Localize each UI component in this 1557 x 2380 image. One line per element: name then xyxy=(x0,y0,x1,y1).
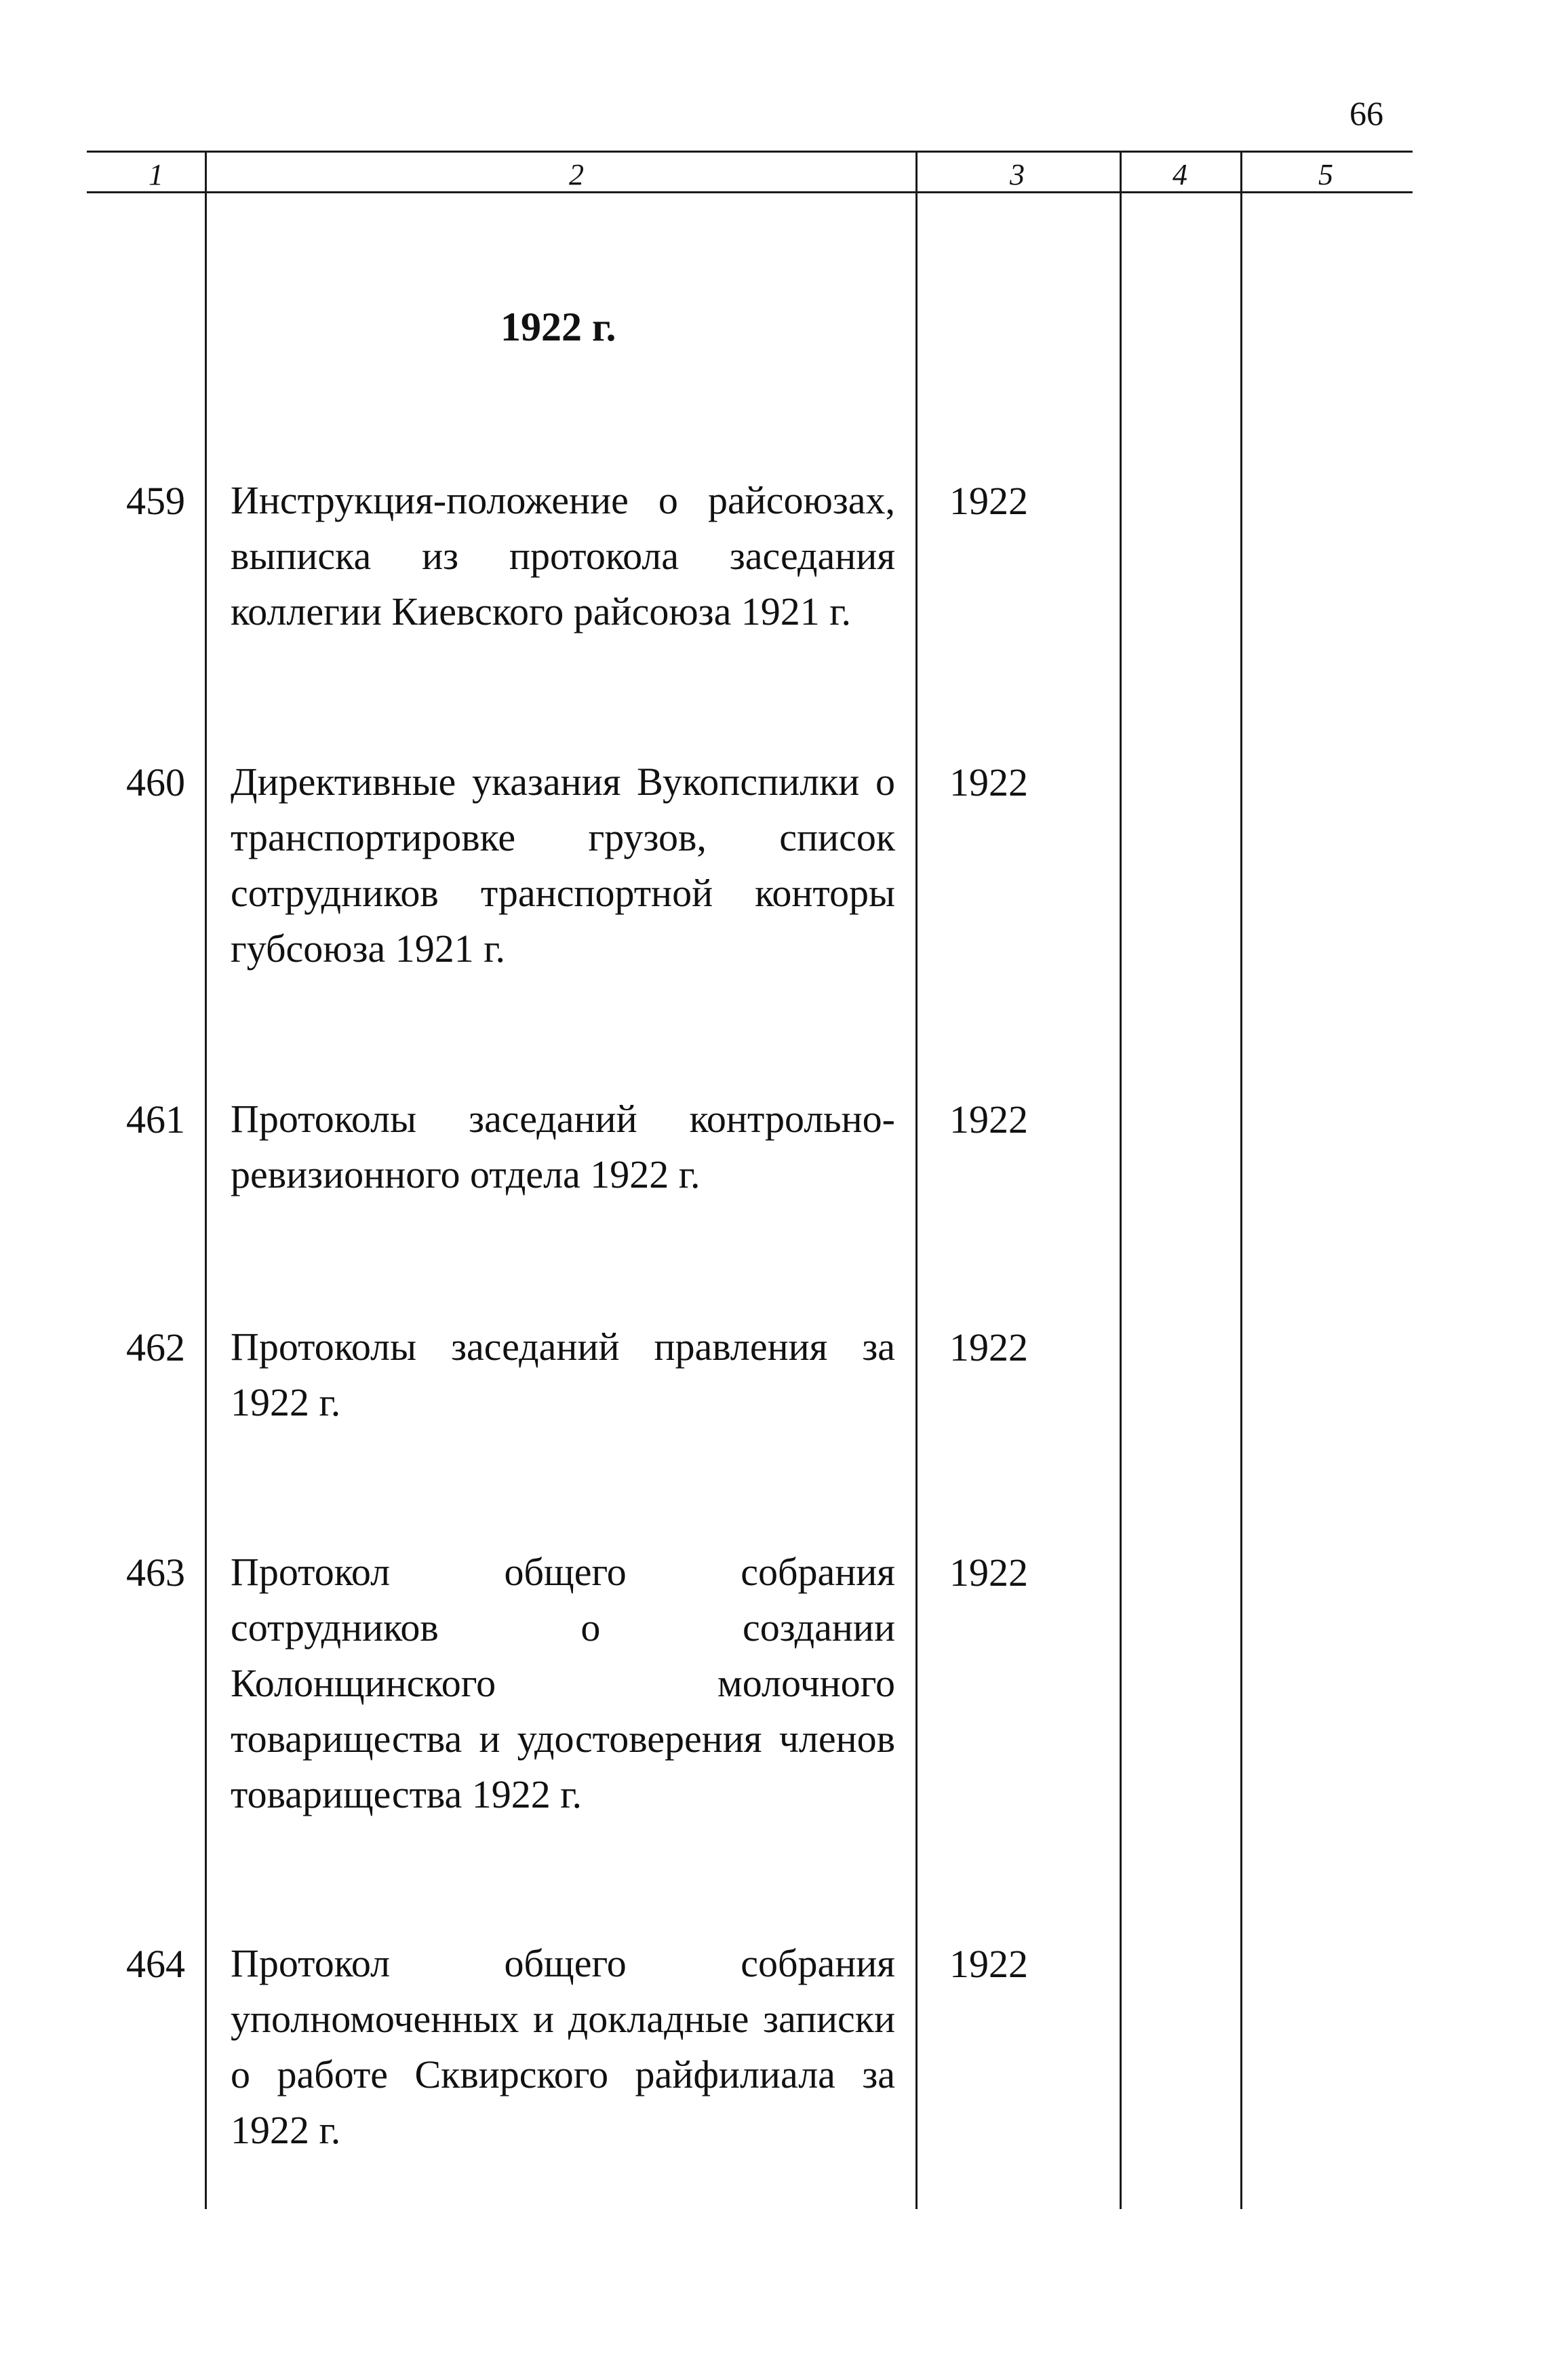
section-title: 1922 г. xyxy=(500,305,616,349)
row-year: 1922 xyxy=(949,1550,1028,1595)
column-divider-4 xyxy=(1240,151,1242,2209)
row-number: 459 xyxy=(126,479,185,523)
row-year: 1922 xyxy=(949,1097,1028,1142)
column-divider-3 xyxy=(1120,151,1122,2209)
row-description: Директивные указания Вукопспилки о транспортировке грузов, список сотрудников транспортной конторы губсоюза 1921 г. xyxy=(231,760,895,971)
header-top-rule xyxy=(87,151,1413,153)
row-description: Протоколы заседаний правления за 1922 г. xyxy=(231,1325,895,1424)
row-description: Протокол общего собрания уполномоченных и докладные записки о работе Сквирского райфилиала за 1922 г. xyxy=(231,1941,895,2152)
column-divider-1 xyxy=(205,151,207,2209)
row-description: Инструкция-положение о райсоюзах, выписка из протокола заседания коллегии Киевского райсоюза 1921 г. xyxy=(231,478,895,633)
row-description: Протокол общего собрания сотрудников о создании Колонщинского молочного товарищества и удостоверения членов товарищества 1922 г. xyxy=(231,1550,895,1816)
row-year: 1922 xyxy=(949,1325,1028,1369)
row-year: 1922 xyxy=(949,1942,1028,1986)
row-number: 462 xyxy=(126,1325,185,1369)
row-number: 461 xyxy=(126,1097,185,1142)
row-description: Протоколы заседаний контрольно-ревизионного отдела 1922 г. xyxy=(231,1097,895,1196)
page-number: 66 xyxy=(1349,94,1383,132)
column-header-4: 4 xyxy=(1172,158,1187,191)
row-number: 463 xyxy=(126,1550,185,1595)
column-header-3: 3 xyxy=(1010,158,1025,191)
column-header-2: 2 xyxy=(569,158,584,191)
row-number: 460 xyxy=(126,760,185,804)
column-header-1: 1 xyxy=(149,158,163,191)
column-divider-2 xyxy=(915,151,918,2209)
row-year: 1922 xyxy=(949,760,1028,804)
row-year: 1922 xyxy=(949,479,1028,523)
column-header-5: 5 xyxy=(1318,158,1333,191)
header-bottom-rule xyxy=(87,191,1413,193)
row-number: 464 xyxy=(126,1942,185,1986)
